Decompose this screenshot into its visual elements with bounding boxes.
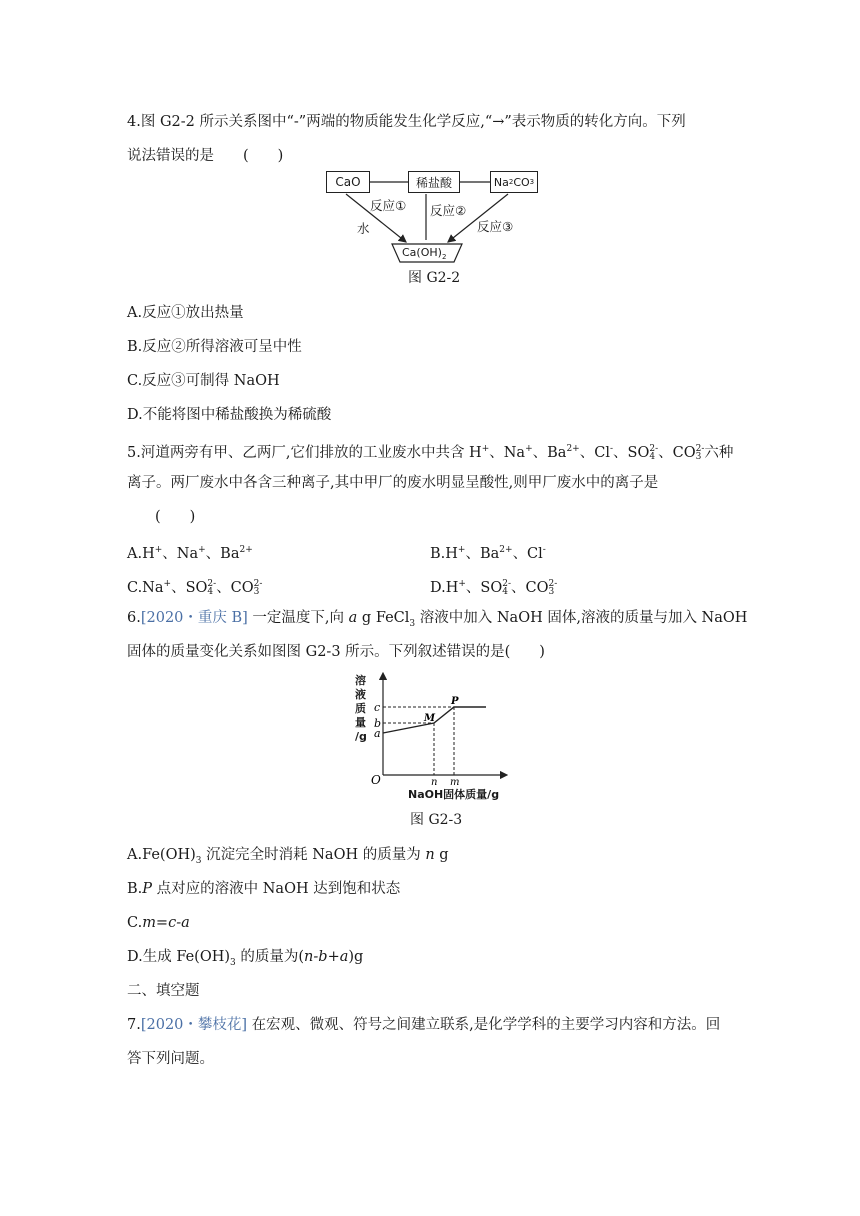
tick-c: c bbox=[374, 701, 381, 714]
x-axis-label: NaOH固体质量/g bbox=[408, 788, 500, 801]
q5-stem-line2: 离子。两厂废水中各含三种离子,其中甲厂的废水明显呈酸性,则甲厂废水中的离子是 bbox=[127, 475, 659, 491]
figure-g2-3 bbox=[350, 670, 510, 805]
q5-option-a: A.H+、Na+、$Ba^{2+}$ bbox=[127, 545, 253, 562]
point-p: P bbox=[451, 696, 459, 707]
q5-option-d: D.H+、SO 2- 4 、CO 2- 3 bbox=[430, 578, 558, 597]
tick-a: a bbox=[374, 727, 381, 740]
label-reaction-3: 反应③ bbox=[477, 219, 514, 234]
label-reaction-2: 反应② bbox=[430, 203, 467, 218]
q6-option-b: B.P 点对应的溶液中 NaOH 达到饱和状态 bbox=[127, 881, 401, 897]
q4-stem-line2: 说法错误的是 ( ) bbox=[127, 148, 284, 164]
q5-option-c: C.Na+、SO 2- 4 、CO 2- 3 bbox=[127, 578, 263, 597]
caption-g2-3: 图 G2-3 bbox=[410, 812, 463, 828]
box-hydrochloric-acid: 稀盐酸 bbox=[408, 171, 460, 193]
q7-stem-line2: 答下列问题。 bbox=[127, 1051, 214, 1067]
box-cao: CaO bbox=[326, 171, 370, 193]
q6-source-ref: [2020・重庆 B] bbox=[140, 610, 248, 626]
q6-option-c: C.m=c-a bbox=[127, 915, 190, 931]
tick-n: n bbox=[431, 777, 438, 788]
figure-g2-2 bbox=[320, 168, 540, 263]
caption-g2-2: 图 G2-2 bbox=[408, 270, 461, 286]
q5-stem-line1: 5.河道两旁有甲、乙两厂,它们排放的工业废水中共含 H+、Na+、$Ba^{2+}$、Cl-、SO 2- 4 、CO 2- 3 六种 bbox=[127, 443, 734, 462]
q5-answer-bracket: ( ) bbox=[155, 509, 196, 525]
q7-stem-line1: 7.[2020・攀枝花] 在宏观、微观、符号之间建立联系,是化学学科的主要学习内容和方法。回 bbox=[127, 1017, 721, 1033]
tick-m: m bbox=[450, 777, 460, 788]
section-fill-in-blank-heading: 二、填空题 bbox=[127, 983, 200, 999]
origin-label: O bbox=[371, 773, 381, 787]
q7-source-ref: [2020・攀枝花] bbox=[140, 1017, 248, 1033]
label-reaction-1: 反应① bbox=[370, 198, 407, 213]
label-water: 水 bbox=[357, 221, 370, 236]
q4-option-d: D.不能将图中稀盐酸换为稀硫酸 bbox=[127, 407, 332, 423]
tick-b: b bbox=[374, 717, 382, 730]
point-m: M bbox=[424, 713, 436, 724]
q4-stem-line1: 4.图 G2-2 所示关系图中“-”两端的物质能发生化学反应,“→”表示物质的转化方向。下列 bbox=[127, 114, 686, 130]
q4-option-b: B.反应②所得溶液可呈中性 bbox=[127, 339, 302, 355]
box-na2co3: Na 2 CO 3 bbox=[490, 171, 538, 193]
q4-option-a: A.反应①放出热量 bbox=[127, 305, 244, 321]
q6-option-a: $A.Fe(OH)_3$ 沉淀完全时消耗 NaOH 的质量为 n g bbox=[127, 847, 449, 866]
q6-option-d: D.生成 $Fe(OH)_3$ 的质量为(n-b+a)g bbox=[127, 949, 364, 968]
figure-g2-3-graph bbox=[350, 670, 510, 805]
box-caoh2: $Ca(OH)_2$ bbox=[402, 246, 447, 262]
q6-stem-line1: 6.[2020・重庆 B] 一定温度下,向 a g FeCl$_3$ 溶液中加入 NaOH 固体,溶液的质量与加入 NaOH bbox=[127, 610, 748, 629]
y-axis-label: 溶 液 质 量 /g bbox=[355, 674, 367, 743]
q6-stem-line2: 固体的质量变化关系如图图 G2-3 所示。下列叙述错误的是( ) bbox=[127, 644, 545, 660]
q5-option-b: B.H+、$Ba^{2+}$、Cl- bbox=[430, 545, 546, 562]
q4-option-c: C.反应③可制得 NaOH bbox=[127, 373, 280, 389]
